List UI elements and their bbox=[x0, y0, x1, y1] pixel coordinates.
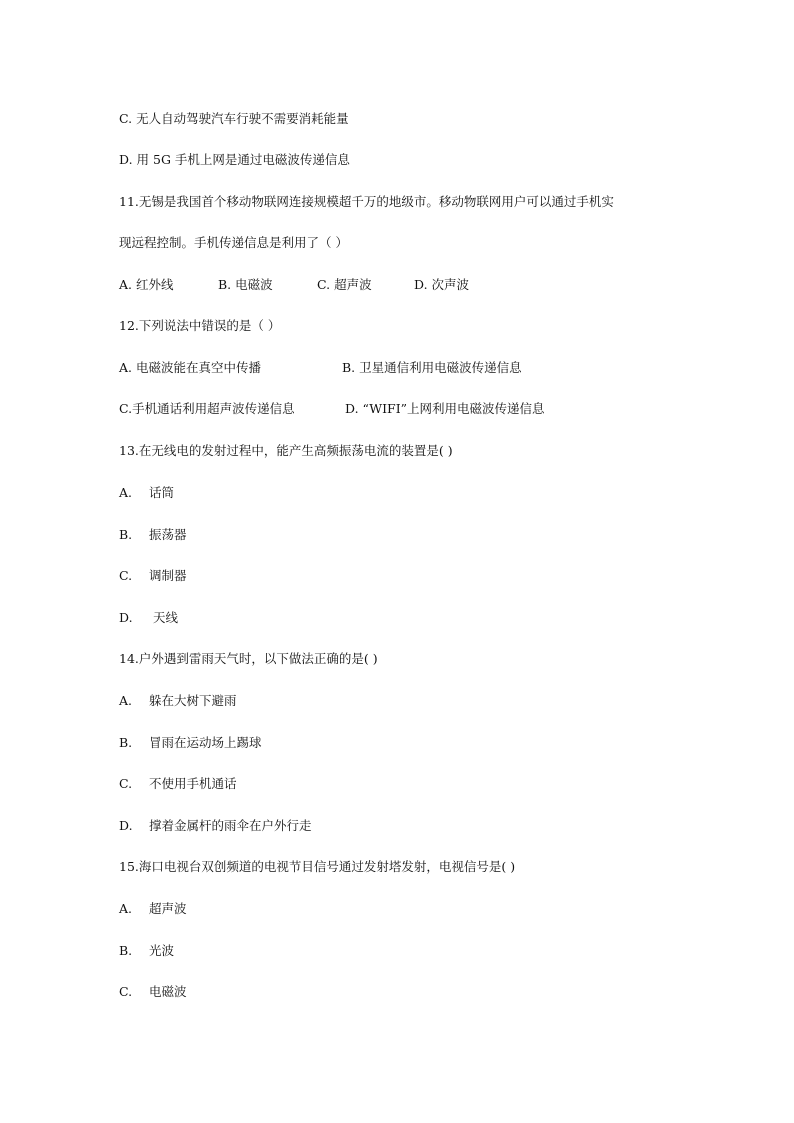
option-letter: A. bbox=[119, 485, 133, 500]
option-letter: A. bbox=[119, 693, 133, 708]
option-letter: C. bbox=[119, 984, 133, 999]
option-letter: B. bbox=[119, 735, 133, 750]
q11-stem-line1: 11.无锡是我国首个移动物联网连接规模超千万的地级市。移动物联网用户可以通过手机实 bbox=[119, 194, 614, 209]
option-text: 超声波 bbox=[149, 901, 187, 916]
option-letter: D. bbox=[119, 610, 133, 625]
option-text: 话筒 bbox=[149, 485, 175, 500]
option-letter: C. bbox=[119, 568, 133, 583]
q11-option-a: A. 红外线 bbox=[119, 277, 174, 292]
q14-option-b bbox=[119, 735, 262, 751]
q12-option-c: C.手机通话利用超声波传递信息 bbox=[119, 401, 295, 416]
q15-option-b bbox=[119, 943, 174, 959]
option-text: 振荡器 bbox=[149, 527, 187, 542]
option-text: 不使用手机通话 bbox=[149, 776, 237, 791]
q12-option-b: B. 卫星通信利用电磁波传递信息 bbox=[342, 360, 522, 375]
q12-option-a: A. 电磁波能在真空中传播 bbox=[119, 360, 261, 375]
q12-stem: 12.下列说法中错误的是（ ） bbox=[119, 318, 281, 333]
option-text: 撑着金属杆的雨伞在户外行走 bbox=[149, 818, 312, 833]
option-letter: B. bbox=[119, 527, 133, 542]
q14-option-a bbox=[119, 693, 237, 709]
q10-option-c: C. 无人自动驾驶汽车行驶不需要消耗能量 bbox=[119, 111, 349, 126]
q15-option-c bbox=[119, 984, 187, 1000]
q14-option-d bbox=[119, 818, 312, 834]
option-letter: A. bbox=[119, 901, 133, 916]
option-text: 冒雨在运动场上踢球 bbox=[149, 735, 262, 750]
q15-option-a bbox=[119, 901, 187, 917]
option-letter: B. bbox=[119, 943, 133, 958]
q13-stem: 13.在无线电的发射过程中，能产生高频振荡电流的装置是( ) bbox=[119, 443, 453, 458]
option-letter: C. bbox=[119, 776, 133, 791]
q10-option-d: D. 用 5G 手机上网是通过电磁波传递信息 bbox=[119, 152, 350, 167]
q13-option-a bbox=[119, 485, 174, 501]
option-text: 躲在大树下避雨 bbox=[149, 693, 237, 708]
q11-option-c: C. 超声波 bbox=[317, 277, 372, 292]
q14-option-c bbox=[119, 776, 237, 792]
q11-stem-line2: 现远程控制。手机传递信息是利用了（ ） bbox=[119, 235, 348, 250]
q11-option-d: D. 次声波 bbox=[414, 277, 470, 292]
option-text: 电磁波 bbox=[149, 984, 187, 999]
q13-option-c bbox=[119, 568, 187, 584]
q13-option-d bbox=[119, 610, 178, 626]
option-text: 天线 bbox=[149, 610, 178, 625]
option-text: 调制器 bbox=[149, 568, 187, 583]
q14-stem: 14.户外遇到雷雨天气时，以下做法正确的是( ) bbox=[119, 651, 378, 666]
q11-option-b: B. 电磁波 bbox=[218, 277, 273, 292]
option-letter: D. bbox=[119, 818, 133, 833]
q12-option-d: D. “WIFI”上网利用电磁波传递信息 bbox=[345, 401, 545, 416]
option-text: 光波 bbox=[149, 943, 175, 958]
q13-option-b bbox=[119, 527, 187, 543]
q15-stem: 15.海口电视台双创频道的电视节目信号通过发射塔发射，电视信号是( ) bbox=[119, 859, 516, 874]
